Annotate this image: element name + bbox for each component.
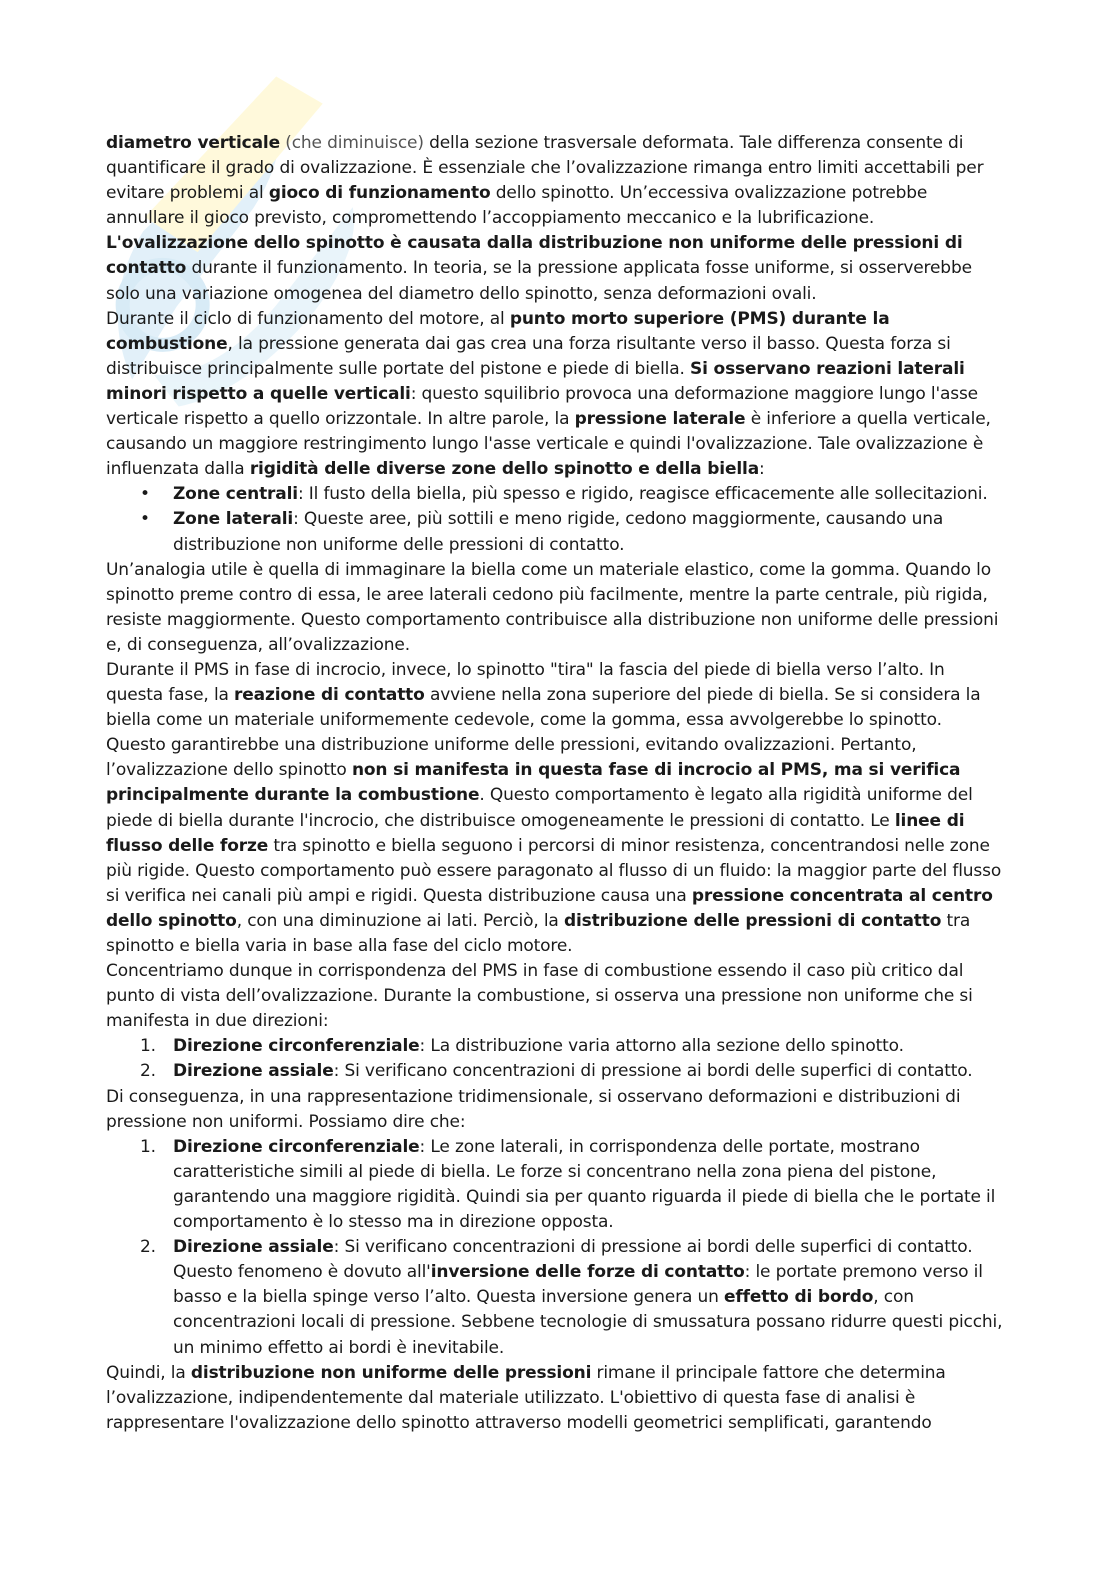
text: : Si verificano concentrazioni di pressione ai bordi delle superfici di contatto. Questo fenomeno è dovuto all' [173,1237,973,1283]
paragraph-pms-combustion [106,307,1006,483]
text: : Le zone laterali, in corrispondenza delle portate, mostrano caratteristiche simili al piede di biella. Le forze si concentrano nella zona piena del pistone, garantendo una maggiore rigidità. Quindi sia per quanto riguarda il piede di biella che le portate il comportamento è lo stesso ma in direzione opposta. [173,1136,996,1233]
bold-term: distribuzione non uniforme delle pressioni [190,1362,592,1383]
text: : Queste aree, più sottili e meno rigide, cedono maggiormente, causando una distribuzione non uniforme delle pressioni di contatto. [173,509,944,555]
paragraph-pms-crossover [106,658,1006,959]
bold-term: punto morto superiore (PMS) durante la combustione [106,308,890,354]
text: è inferiore a quella verticale, causando un maggiore restringimento lungo l'asse verticale e quindi l'ovalizzazione. Tale ovalizzazione è influenzata dalla [106,409,991,480]
list-number: 2. [140,1237,156,1258]
paragraph-conclusion [106,1361,1006,1436]
bold-term: effetto di bordo [723,1287,874,1308]
text: : La distribuzione varia attorno alla sezione dello spinotto. [419,1036,904,1057]
paragraph-ovalization-cause [106,231,1006,306]
text: rimane il principale fattore che determina l’ovalizzazione, indipendentemente dal materiale utilizzato. L'obiettivo di questa fase di analisi è rappresentare l'ovalizzazione dello spinotto attraverso modelli geometrici semplificati, garantendo [106,1362,946,1433]
bold-term: reazione di contatto [234,685,425,706]
list-item [106,1034,1006,1059]
bullet-list-zones [106,482,1006,557]
bold-term: Si osservano reazioni laterali minori rispetto a quelle verticali [106,358,965,404]
text: , con una diminuzione ai lati. Perciò, la [236,910,564,931]
text: dello spinotto. Un’eccessiva ovalizzazione potrebbe annullare il gioco previsto, compromettendo l’accoppiamento meccanico e la lubrificazione. [106,183,928,229]
list-item [106,1235,1006,1360]
list-item [106,482,1006,507]
text: . Questo comportamento è legato alla rigidità uniforme del piede di biella durante l'incrocio, che distribuisce omogeneamente le pressioni di contatto. Le [106,785,973,831]
paragraph-ovalization-intro [106,131,1006,231]
numbered-list-details [106,1135,1006,1361]
text: della sezione trasversale deformata. Tale differenza consente di quantificare il grado di ovalizzazione. È essenziale che l’ovalizzazione rimanga entro limiti accettabili per evitare problemi al [106,133,984,204]
paragraph-three-dimensional: Di conseguenza, in una rappresentazione tridimensionale, si osservano deformazioni e distribuzioni di pressione non uniformi. Possiamo dire che: [106,1086,961,1132]
text: tra spinotto e biella varia in base alla fase del ciclo motore. [106,910,971,956]
bold-term: Direzione circonferenziale [173,1136,420,1157]
bold-term: diametro verticale [106,133,280,153]
bold-term: rigidità delle diverse zone dello spinotto e della biella [249,459,760,480]
text: : Il fusto della biella, più spesso e rigido, reagisce efficacemente alle sollecitazioni. [297,484,988,505]
bold-term: pressione concentrata al centro dello spinotto [106,885,993,931]
list-number: 1. [140,1036,156,1057]
text: , la pressione generata dai gas crea una forza risultante verso il basso. Questa forza si distribuisce principalmente sulle portate del pistone e piede di biella. [106,333,951,379]
text: avviene nella zona superiore del piede di biella. Se si considera la biella come un materiale uniformemente cedevole, come la gomma, essa avvolgerebbe lo spinotto. Questo garantirebbe una distribuzione uniforme delle pressioni, evitando ovalizzazioni. Pertanto, l’ovalizzazione dello spinotto [106,685,981,781]
bold-term: pressione laterale [574,409,746,430]
paragraph-rubber-analogy: Un’analogia utile è quella di immaginare la biella come un materiale elastico, come la gomma. Quando lo spinotto preme contro di essa, le aree laterali cedono più facilmente, mentre la parte centrale, più rigida, resiste maggiormente. Questo comportamento contribuisce alla distribuzione non uniforme delle pressioni e, di conseguenza, all’ovalizzazione. [106,559,999,655]
bold-term: Direzione assiale [173,1237,334,1258]
list-item [106,1135,1006,1235]
gray-note: (che diminuisce) [285,133,424,153]
text: : questo squilibrio provoca una deformazione maggiore lungo l'asse verticale rispetto a quello orizzontale. In altre parole, la [106,383,978,430]
paragraph-two-directions: Concentriamo dunque in corrispondenza del PMS in fase di combustione essendo il caso più critico dal punto di vista dell’ovalizzazione. Durante la combustione, si osserva una pressione non uniforme che si manifesta in due direzioni: [106,961,973,1032]
text: durante il funzionamento. In teoria, se la pressione applicata fosse uniforme, si osserverebbe solo una variazione omogenea del diametro dello spinotto, senza deformazioni ovali. [106,258,972,304]
text: : Si verificano concentrazioni di pressione ai bordi delle superfici di contatto. [333,1061,973,1082]
bold-term: gioco di funzionamento [268,183,491,204]
bold-term: Direzione assiale [173,1061,334,1082]
text: : [759,459,765,480]
bold-term: Zone centrali [173,484,298,505]
text: , con concentrazioni locali di pressione. Sebbene tecnologie di smussatura possano ridurre questi picchi, un minimo effetto ai bordi è inevitabile. [173,1287,1003,1358]
list-item [106,1059,1006,1084]
text: : le portate premono verso il basso e la biella spinge verso l’alto. Questa inversione genera un [173,1262,983,1308]
list-number: 1. [140,1136,156,1157]
list-number: 2. [140,1061,156,1082]
bold-term: L'ovalizzazione dello spinotto è causata dalla distribuzione non uniforme delle pressioni di contatto [106,233,963,279]
text: Durante il PMS in fase di incrocio, invece, lo spinotto "tira" la fascia del piede di biella verso l’alto. In questa fase, la [106,659,945,706]
text: Durante il ciclo di funzionamento del motore, al [106,308,510,329]
numbered-list-directions [106,1034,1006,1084]
document-page [106,131,1006,1436]
list-item [106,507,1006,557]
bold-term: linee di flusso delle forze [106,810,965,856]
bold-term: inversione delle forze di contatto [430,1262,745,1283]
bold-term: Zone laterali [173,509,294,530]
text: Quindi, la [106,1362,191,1383]
bold-term: distribuzione delle pressioni di contatto [563,910,942,931]
bold-term: Direzione circonferenziale [173,1036,420,1057]
text: tra spinotto e biella seguono i percorsi di minor resistenza, concentrandosi nelle zone più rigide. Questo comportamento può essere paragonato al flusso di un fluido: la maggior parte del flusso si verifica nei canali più ampi e rigidi. Questa distribuzione causa una [106,835,1002,906]
bold-term: non si manifesta in questa fase di incrocio al PMS, ma si verifica principalmente durante la combustione [106,760,961,806]
